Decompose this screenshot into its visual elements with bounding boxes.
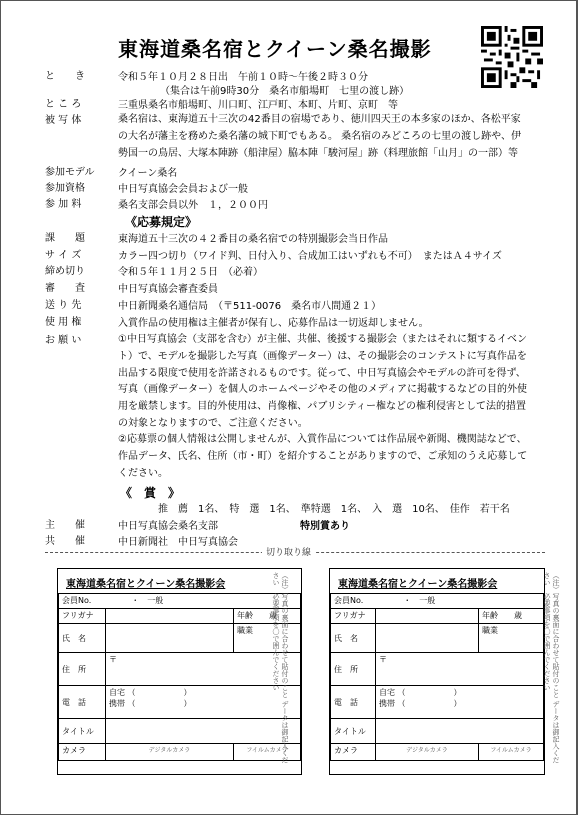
age-label[interactable]: 年齢 歳	[234, 609, 301, 624]
send-value: 中日新聞桑名通信局 （〒511-0076 桑名市八間通２１）	[118, 301, 382, 312]
deadline-value: 令和５年１１月２５日 （必着）	[118, 267, 263, 278]
side-note-right: （注）写真の裏面に合わせて貼付のこと データは御記入ください 必要事項を〇で囲んでください	[543, 572, 560, 764]
film-option[interactable]: フイルムカメラ	[479, 744, 544, 761]
furigana-field[interactable]	[106, 609, 234, 624]
rights-value: 入賞作品の使用権は主催者が保有し、応募作品は一切返却しません。	[118, 318, 429, 329]
fee-label: 参 加 料	[45, 199, 82, 210]
request-label: お 願 い	[45, 335, 82, 346]
place-label: と こ ろ	[45, 99, 82, 110]
send-label: 送 り 先	[45, 300, 82, 311]
form-title: 東海道桑名宿とクイーン桑名撮影会	[338, 579, 498, 590]
phone-field[interactable]: 自宅 （ ） 携帯 （ ）	[376, 686, 544, 719]
general-label: ・ 一般	[131, 596, 164, 605]
rules-heading: 《応募規定》	[125, 215, 198, 229]
camera-label: カメラ	[59, 744, 106, 761]
place-value: 三重県桑名市船場町、川口町、江戸町、本町、片町、京町 等	[118, 100, 398, 111]
time-value: 令和５年１０月２８日出 午前１０時～午後２時３０分	[118, 72, 368, 83]
organizer-label: 主 催	[45, 520, 85, 531]
theme-value: 東海道五十三次の４２番目の桑名宿での特別撮影会当日作品	[118, 234, 388, 245]
member-no-label: 会員No.	[334, 596, 364, 605]
time-label: と き	[45, 71, 85, 82]
cut-line-label: 切り取り線	[262, 545, 315, 558]
side-note-left: （注）写真の裏面に合わせて貼付のこと データは御記入ください 必要事項を〇で囲んでください	[272, 572, 289, 764]
deadline-label: 締め切り	[45, 266, 85, 277]
fee-value: 桑名支部会員以外 １，２００円	[118, 200, 268, 211]
address-label: 住 所	[59, 653, 106, 686]
furigana-label: フリガナ	[59, 609, 106, 624]
title-label: タイトル	[331, 719, 376, 744]
digital-option[interactable]: デジタルカメラ	[376, 744, 479, 761]
form-table	[330, 593, 544, 761]
entry-form-left	[57, 568, 302, 775]
name-label: 氏 名	[59, 624, 106, 653]
entry-form-right	[329, 568, 545, 775]
eligibility-label: 参加資格	[45, 183, 85, 194]
address-field[interactable]: 〒	[376, 653, 544, 686]
request-value-2: ②応募票の個人情報は公開しませんが、入賞作品については作品展や新聞、機関誌などで、作品データ、氏名、住所（市・町）を紹介することがありますので、ご承知のうえ応募してください。	[118, 434, 528, 479]
address-label: 住 所	[331, 653, 376, 686]
eligibility-value: 中日写真協会会員および一般	[118, 184, 248, 195]
qr-code-icon	[481, 26, 543, 88]
special-prize: 特別賞あり	[300, 521, 350, 532]
model-label: 参加モデル	[45, 167, 95, 178]
page-title: 東海道桑名宿とクイーン桑名撮影	[118, 37, 432, 61]
job-label[interactable]: 職業	[479, 624, 544, 653]
subject-value: 桑名宿は、東海道五十三次の42番目の宿場であり、徳川四天王の本多家のほか、各松平家の大名が藩主を務めた桑名藩の城下町でもある。 桑名宿のみどころの七里の渡し跡や、伊勢国一の鳥居、大塚本陣跡（船津屋）脇本陣「駿河屋」跡（料理旅館「山月」の一部）等	[118, 114, 521, 159]
prize-list: 推 薦 1名、 特 選 1名、 準特選 1名、 入 選 10名、 佳作 若干名	[158, 504, 510, 515]
furigana-field[interactable]	[376, 609, 479, 624]
film-option[interactable]: フイルムカメラ	[234, 744, 301, 761]
organizer-value: 中日写真協会桑名支部	[118, 521, 218, 532]
phone-label: 電 話	[59, 686, 106, 719]
digital-option[interactable]: デジタルカメラ	[106, 744, 234, 761]
size-label: サ イ ズ	[45, 250, 82, 261]
job-label[interactable]: 職業	[234, 624, 301, 653]
title-label: タイトル	[59, 719, 106, 744]
judge-value: 中日写真協会審査委員	[118, 284, 218, 295]
judge-label: 審 査	[45, 283, 85, 294]
form-title: 東海道桑名宿とクイーン桑名撮影会	[66, 579, 226, 590]
furigana-label: フリガナ	[331, 609, 376, 624]
request-value-1: ①中日写真協会（支部を含む）が主催、共催、後援する撮影会（またはそれに類するイベント）で、モデルを撮影した写真（画像データー）は、その撮影会のコンテストに写真作品を出品する限度で使用を許諾されるものです。従って、中日写真協会やモデルの許可を得ず、写真（画像データー）を個人のホームページやその他のメディアに掲載するなどの目的外使用を厳禁します。目的外使用は、肖像権、パブリシティー権などの権利侵害として法的措置の対象となりますので、ご注意ください。	[118, 334, 527, 429]
cosponsor-value: 中日新聞社 中日写真協会	[118, 537, 238, 548]
member-no-label: 会員No.	[62, 596, 92, 605]
meeting-value: （集合は午前9時30分 桑名市船場町 七里の渡し跡）	[160, 86, 410, 97]
phone-field[interactable]: 自宅 （ ） 携帯 （ ）	[106, 686, 301, 719]
size-value: カラー四つ切り（ワイド判、日付入り、合成加工はいずれも不可） またはＡ４サイズ	[118, 251, 502, 262]
prize-heading: 《 賞 》	[120, 486, 181, 500]
address-field[interactable]: 〒	[106, 653, 301, 686]
form-table	[58, 593, 301, 761]
rights-label: 使 用 権	[45, 317, 82, 328]
theme-label: 課 題	[45, 233, 85, 244]
model-value: クイーン桑名	[118, 168, 178, 179]
cosponsor-label: 共 催	[45, 536, 85, 547]
age-label[interactable]: 年齢 歳	[479, 609, 544, 624]
phone-label: 電 話	[331, 686, 376, 719]
subject-label: 被 写 体	[45, 115, 82, 126]
title-field[interactable]	[376, 719, 544, 744]
name-field[interactable]	[376, 624, 479, 653]
name-field[interactable]	[106, 624, 234, 653]
camera-label: カメラ	[331, 744, 376, 761]
general-label: ・ 一般	[403, 596, 436, 605]
name-label: 氏 名	[331, 624, 376, 653]
title-field[interactable]	[106, 719, 301, 744]
